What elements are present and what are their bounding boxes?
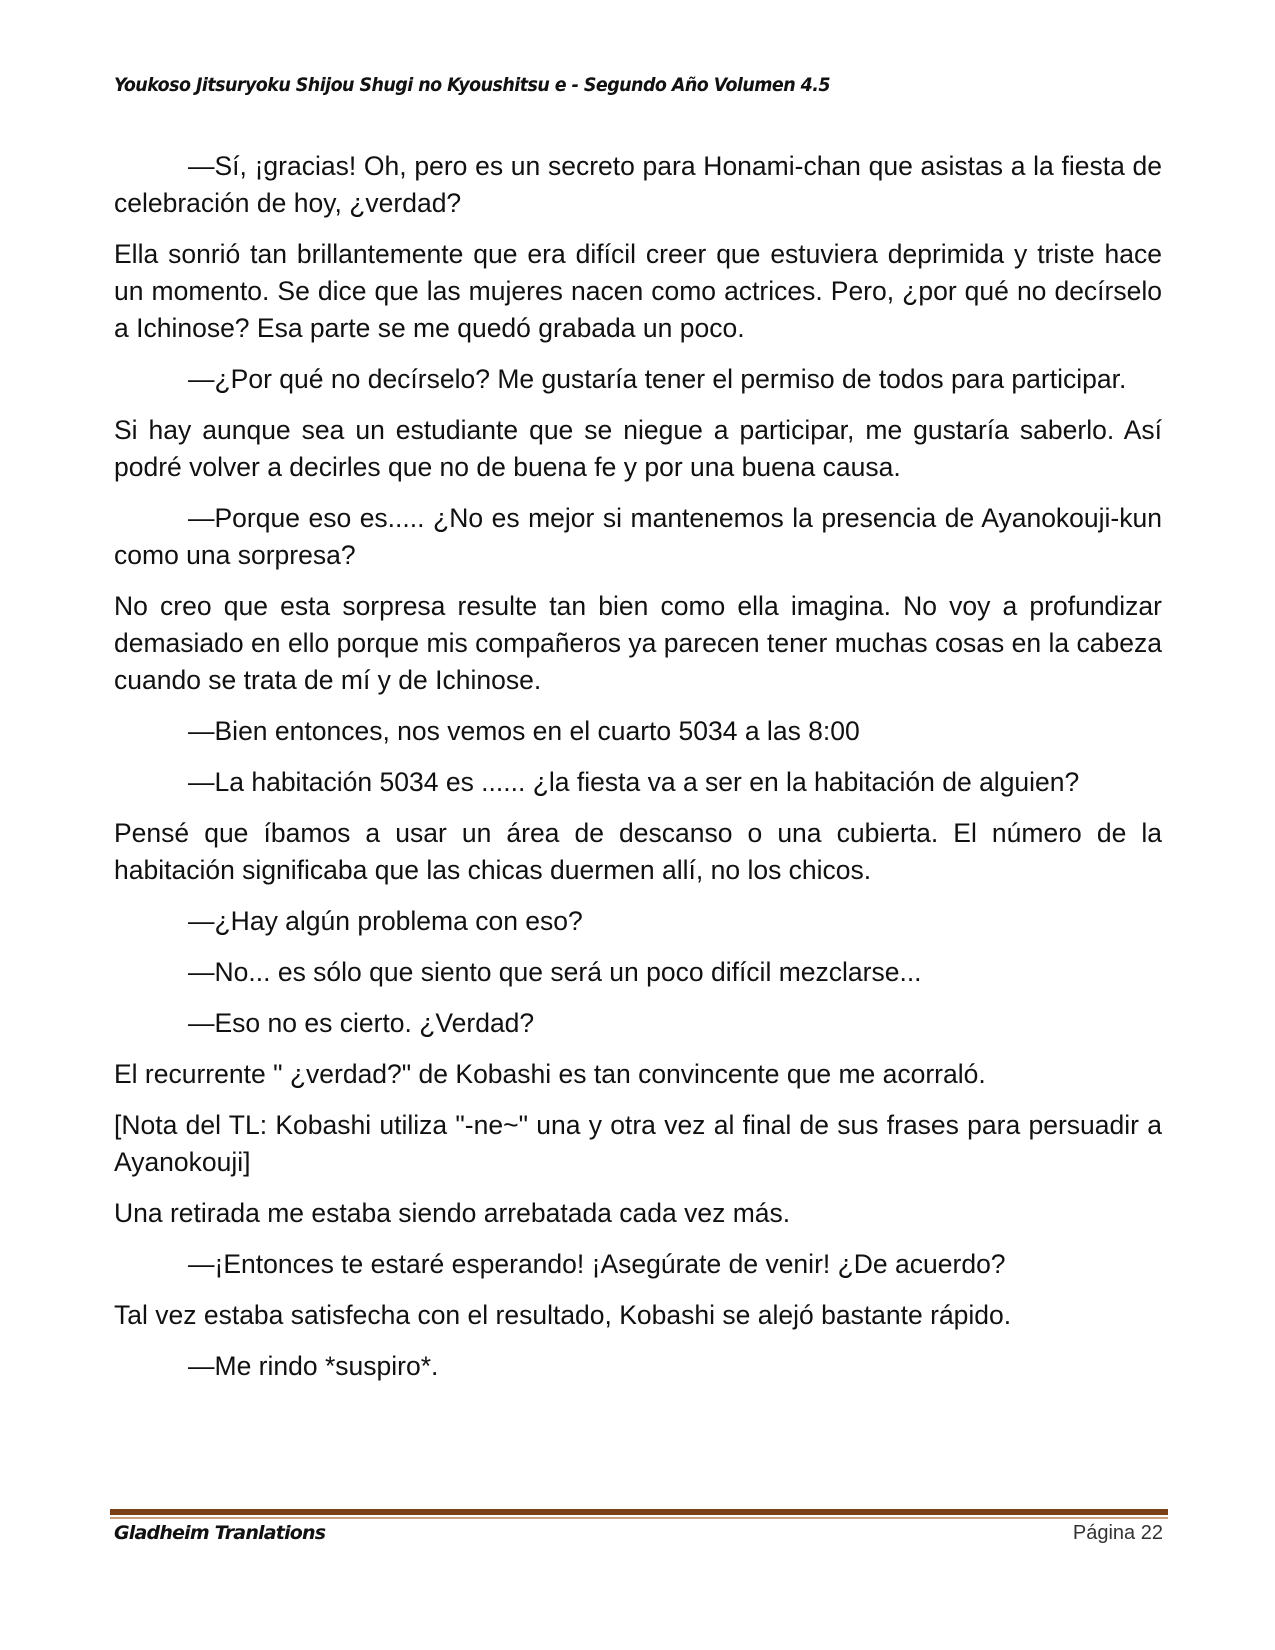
dialogue-paragraph: —Sí, ¡gracias! Oh, pero es un secreto para Honami-chan que asistas a la fiesta de celebración de hoy, ¿verdad?	[114, 151, 1162, 218]
dialogue-paragraph: —Eso no es cierto. ¿Verdad?	[188, 1008, 535, 1038]
dialogue-paragraph: —¡Entonces te estaré esperando! ¡Asegúrate de venir! ¿De acuerdo?	[188, 1249, 1006, 1279]
dialogue-paragraph: —La habitación 5034 es ...... ¿la fiesta va a ser en la habitación de alguien?	[188, 767, 1080, 797]
narration-paragraph: Tal vez estaba satisfecha con el resultado, Kobashi se alejó bastante rápido.	[114, 1300, 1012, 1330]
footer-rule	[110, 1509, 1168, 1519]
narration-paragraph: El recurrente " ¿verdad?" de Kobashi es tan convincente que me acorraló.	[114, 1059, 986, 1089]
narration-paragraph: Una retirada me estaba siendo arrebatada cada vez más.	[114, 1198, 791, 1228]
dialogue-paragraph: —¿Hay algún problema con eso?	[188, 906, 583, 936]
dialogue-paragraph: —No... es sólo que siento que será un poco difícil mezclarse...	[188, 957, 922, 987]
page-number-value: 22	[1140, 1522, 1163, 1544]
dialogue-paragraph: —Bien entonces, nos vemos en el cuarto 5034 a las 8:00	[188, 716, 860, 746]
running-header: Youkoso Jitsuryoku Shijou Shugi no Kyoushitsu e - Segundo Año Volumen 4.5	[114, 74, 830, 96]
footer-publisher: Gladheim Tranlations	[114, 1522, 326, 1544]
narration-paragraph: [Nota del TL: Kobashi utiliza "-ne~" una y otra vez al final de sus frases para persuadir a Ayanokouji]	[114, 1110, 1162, 1177]
dialogue-paragraph: —¿Por qué no decírselo? Me gustaría tener el permiso de todos para participar.	[188, 364, 1127, 394]
narration-paragraph: No creo que esta sorpresa resulte tan bien como ella imagina. No voy a profundizar demasiado en ello porque mis compañeros ya parecen tener muchas cosas en la cabeza cuando se trata de mí y de Ichinose.	[114, 591, 1162, 695]
page-label: Página	[1072, 1522, 1136, 1544]
dialogue-paragraph: —Porque eso es..... ¿No es mejor si mantenemos la presencia de Ayanokouji-kun como una sorpresa?	[114, 503, 1162, 570]
narration-paragraph: Pensé que íbamos a usar un área de descanso o una cubierta. El número de la habitación significaba que las chicas duermen allí, no los chicos.	[114, 818, 1162, 885]
page-body	[114, 148, 1162, 1399]
narration-paragraph: Ella sonrió tan brillantemente que era difícil creer que estuviera deprimida y triste hace un momento. Se dice que las mujeres nacen como actrices. Pero, ¿por qué no decírselo a Ichinose? Esa parte se me quedó grabada un poco.	[114, 239, 1162, 343]
page-number	[1073, 1522, 1163, 1545]
narration-paragraph: Si hay aunque sea un estudiante que se niegue a participar, me gustaría saberlo. Así podré volver a decirles que no de buena fe y por una buena causa.	[114, 415, 1162, 482]
dialogue-paragraph: —Me rindo *suspiro*.	[188, 1351, 439, 1381]
